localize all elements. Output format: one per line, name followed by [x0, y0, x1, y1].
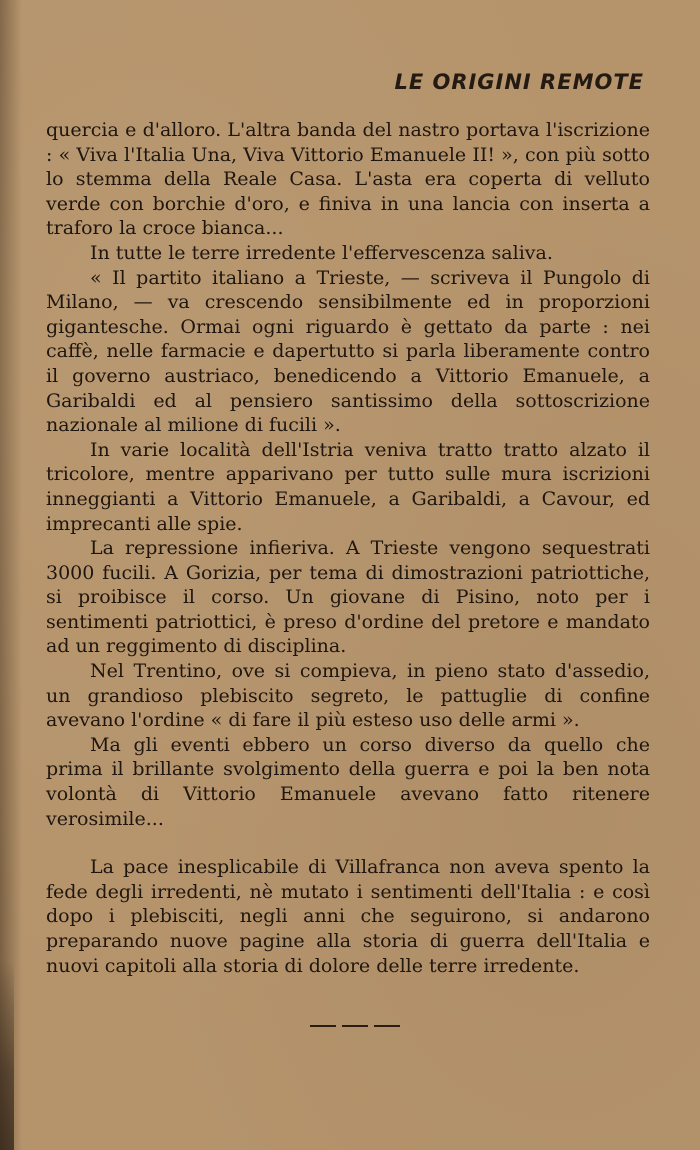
paragraph-istria: In varie località dell'Istria veniva tratto tratto alzato il tricolore, mentre apparivano per tutto sulle mura iscrizioni inneggianti a Vittorio Emanuele, a Garibaldi, a Cavour, ed imprecanti alle spie. [46, 438, 650, 535]
paragraph-eventi: Ma gli eventi ebbero un corso diverso da quello che prima il brillante svolgimento della guerra e poi la ben nota volontà di Vittorio Emanuele avevano fatto ritenere verosimile... [46, 733, 650, 830]
paragraph: In tutte le terre irredente l'effervescenza saliva. [90, 241, 553, 264]
paragraph-trentino: Nel Trentino, ove si compieva, in pieno stato d'assedio, un grandioso plebiscito segreto, le pattuglie di confine avevano l'ordine « di fare il più esteso uso delle armi ». [46, 660, 650, 732]
body-text [46, 118, 650, 978]
page-edge-shadow [0, 960, 14, 1150]
section-gap [46, 831, 650, 855]
paragraph-repressione: La repressione infieriva. A Trieste vengono sequestrati 3000 fucili. A Gorizia, per tema di dimostrazioni patriottiche, si proibisce il corso. Un giovane di Pisino, noto per i sentimenti patriottici, è preso d'ordine del pretore e mandato ad un reggimento di disciplina. [46, 537, 650, 658]
section-end-rule [310, 1025, 400, 1027]
running-head: LE ORIGINI REMOTE [394, 70, 644, 94]
paragraph-quote-pungolo: « Il partito italiano a Trieste, — scriveva il Pungolo di Milano, — va crescendo sensibilmente ed in proporzioni gigantesche. Ormai ogni riguardo è gettato da parte : nei caffè, nelle farmacie e dapertutto si parla liberamente contro il governo austriaco, benedicendo a Vittorio Emanuele, a Garibaldi ed al pensiero santissimo della sottoscrizione nazionale al milione di fucili ». [46, 266, 650, 437]
paragraph-villafranca: La pace inesplicabile di Villafranca non aveva spento la fede degli irredenti, nè mutato i sentimenti dell'Italia : e così dopo i plebisciti, negli anni che seguirono, si andarono preparando nuove pagine alla storia di guerra dell'Italia e nuovi capitoli alla storia di dolore delle terre irredente. [46, 856, 650, 977]
paragraph-continuation: quercia e d'alloro. L'altra banda del nastro portava l'iscrizione : « Viva l'Italia Una, Viva Vittorio Emanuele II! », con più sotto lo stemma della Reale Casa. L'asta era coperta di velluto verde con borchie d'oro, e finiva in una lancia con inserta a traforo la croce bianca... [46, 119, 650, 240]
